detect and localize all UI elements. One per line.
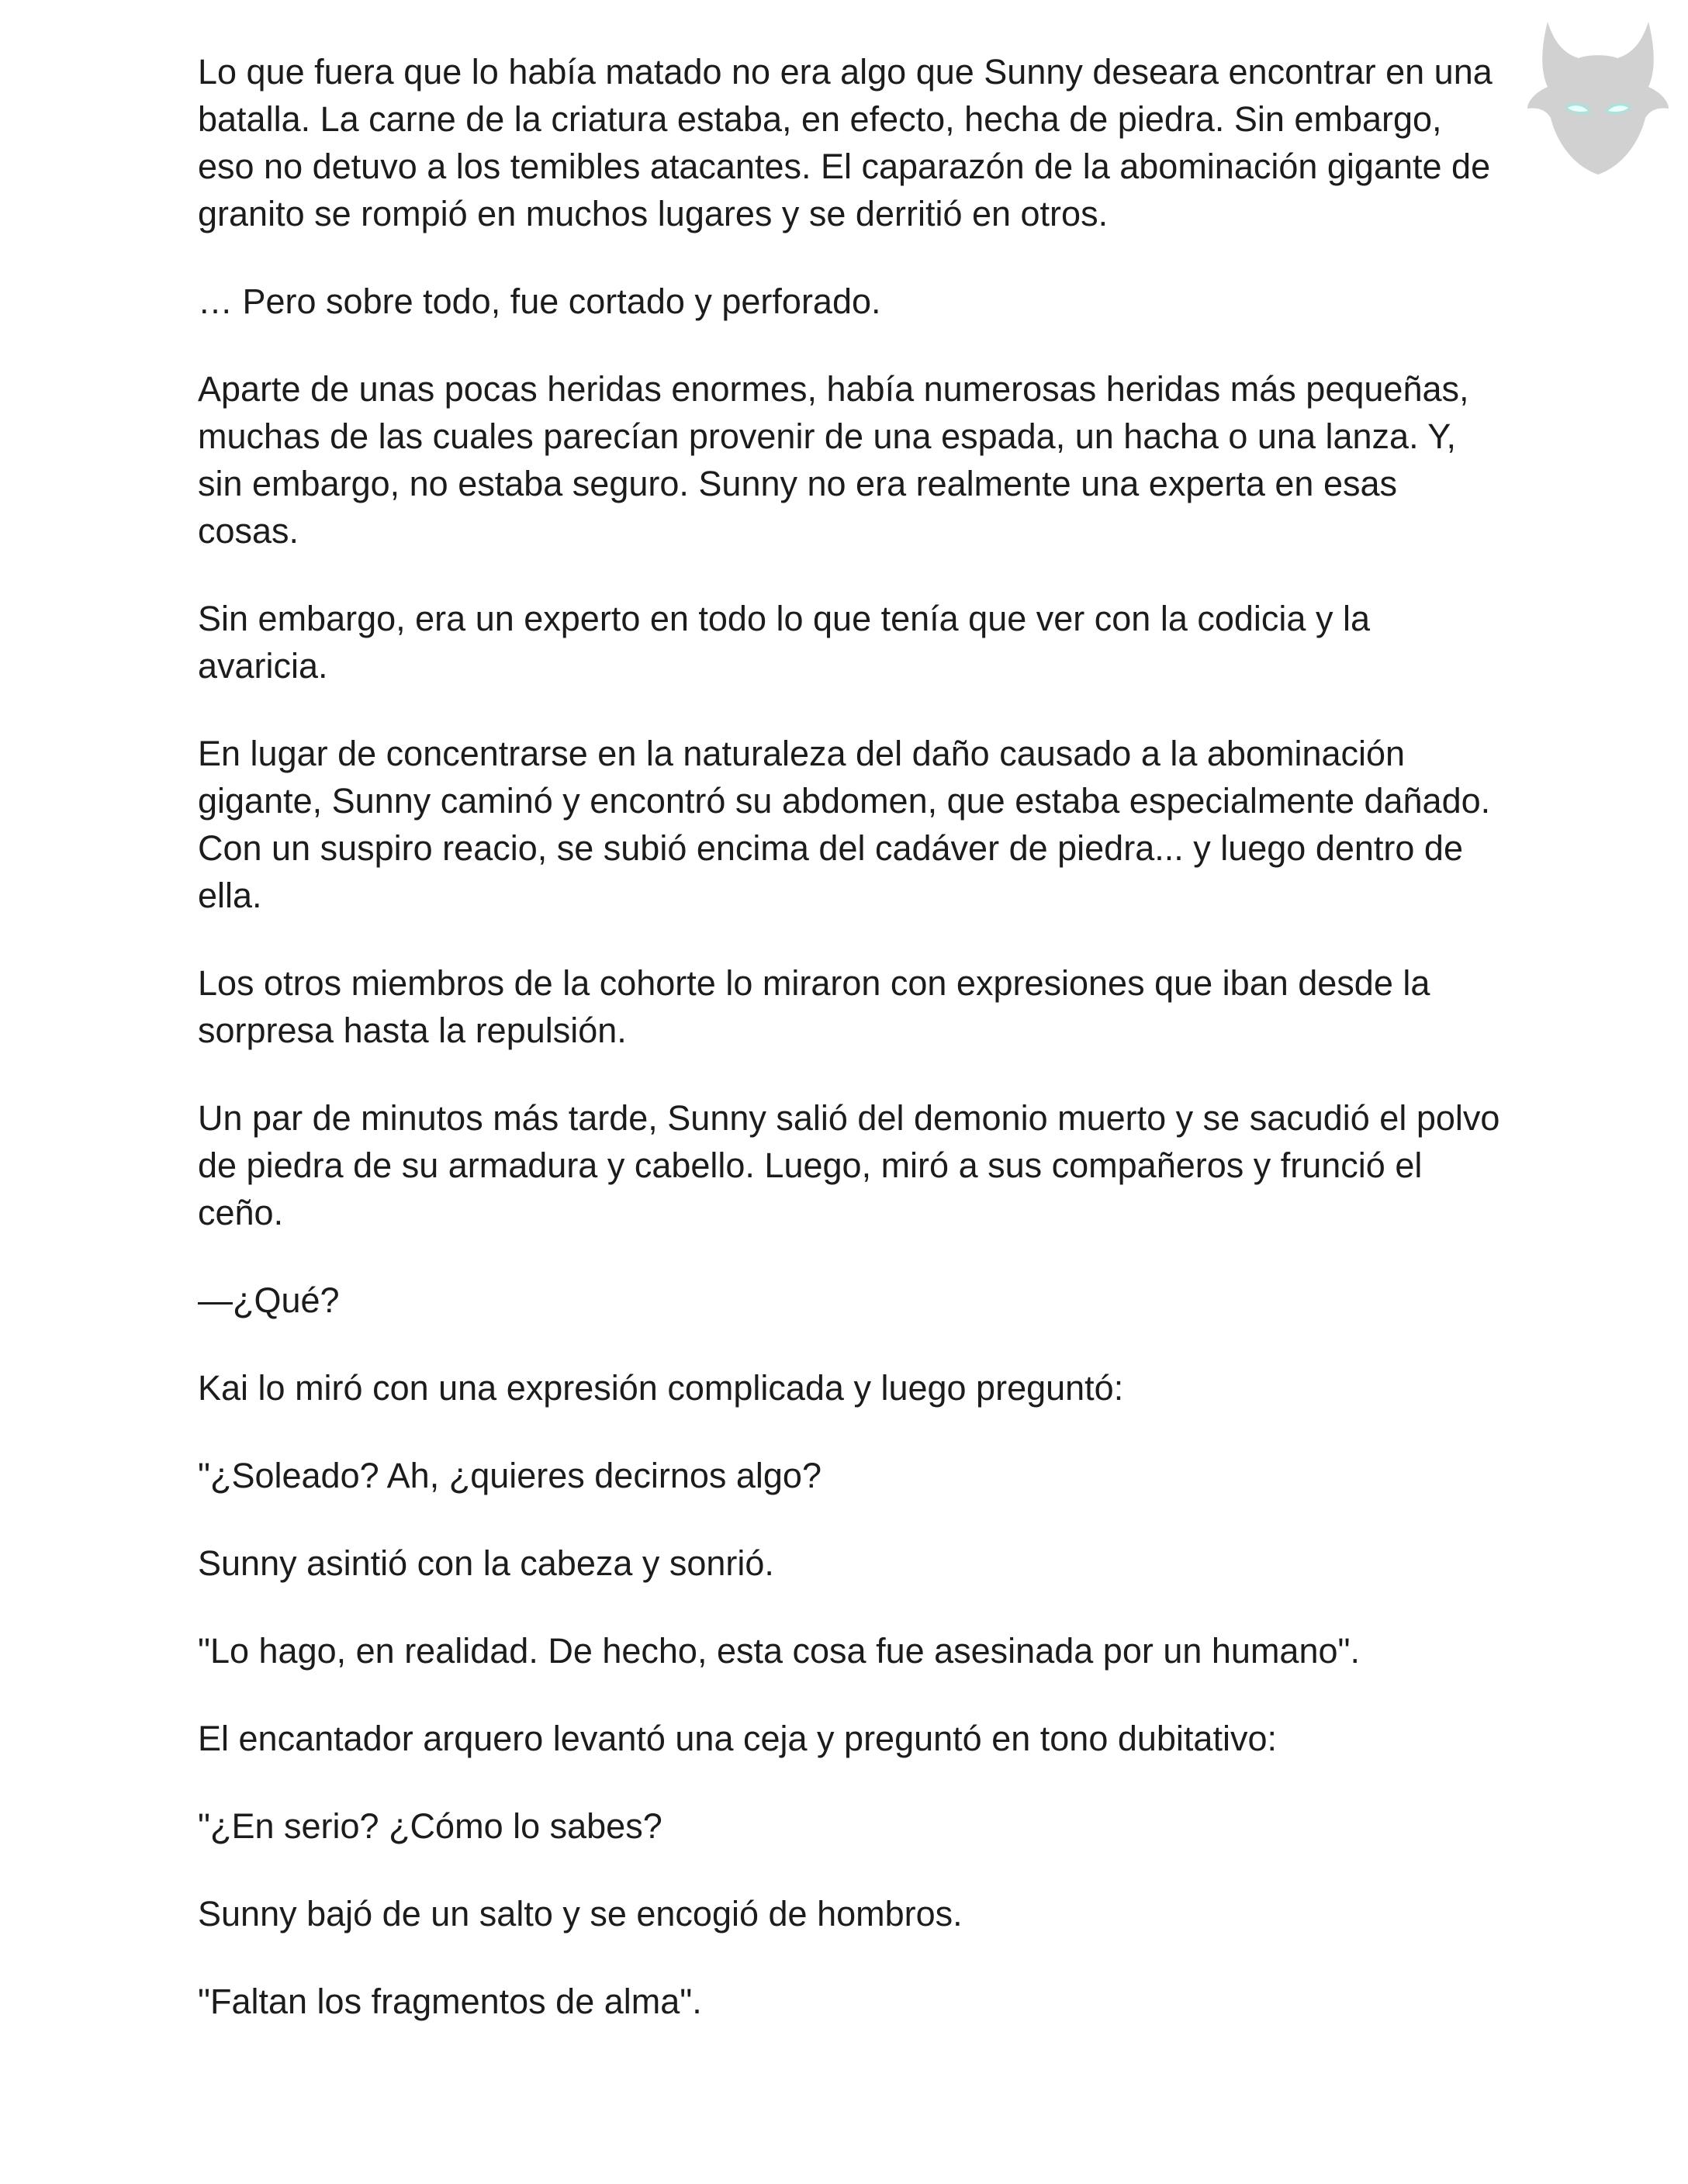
- paragraph: Lo que fuera que lo había matado no era algo que Sunny deseara encontrar en una batalla. La carne de la criatura estaba, en efecto, hecha de piedra. Sin embargo, eso no detuvo a los temibles atacantes. El caparazón de la abominación gigante de granito se rompió en muchos lugares y se derritió en otros.: [198, 52, 1493, 233]
- paragraph: En lugar de concentrarse en la naturaleza del daño causado a la abominación gigante, Sunny caminó y encontró su abdomen, que estaba especialmente dañado. Con un suspiro reacio, se subió encima del cadáver de piedra... y luego dentro de ella.: [198, 734, 1491, 915]
- paragraph: … Pero sobre todo, fue cortado y perforado.: [198, 282, 881, 321]
- paragraph: Sunny bajó de un salto y se encogió de hombros.: [198, 1894, 963, 1933]
- text-column: [198, 48, 1501, 2065]
- paragraph: "Lo hago, en realidad. De hecho, esta cosa fue asesinada por un humano".: [198, 1631, 1360, 1671]
- paragraph: "¿Soleado? Ah, ¿quieres decirnos algo?: [198, 1456, 822, 1495]
- paragraph: "¿En serio? ¿Cómo lo sabes?: [198, 1806, 662, 1846]
- paragraph: Un par de minutos más tarde, Sunny salió del demonio muerto y se sacudió el polvo de piedra de su armadura y cabello. Luego, miró a sus compañeros y frunció el ceño.: [198, 1098, 1500, 1232]
- paragraph: "Faltan los fragmentos de alma".: [198, 1982, 702, 2021]
- paragraph: Sunny asintió con la cabeza y sonrió.: [198, 1543, 774, 1583]
- paragraph: Los otros miembros de la cohorte lo miraron con expresiones que iban desde la sorpresa hasta la repulsión.: [198, 963, 1430, 1050]
- paragraph: El encantador arquero levantó una ceja y preguntó en tono dubitativo:: [198, 1719, 1277, 1758]
- paragraph: Kai lo miró con una expresión complicada y luego preguntó:: [198, 1368, 1124, 1408]
- paragraph: Sin embargo, era un experto en todo lo que tenía que ver con la codicia y la avaricia.: [198, 599, 1370, 686]
- demon-head-icon: [1524, 16, 1672, 186]
- paragraph: —¿Qué?: [198, 1280, 340, 1320]
- paragraph: Aparte de unas pocas heridas enormes, había numerosas heridas más pequeñas, muchas de las cuales parecían provenir de una espada, un hacha o una lanza. Y, sin embargo, no estaba seguro. Sunny no era realmente una experta en esas cosas.: [198, 369, 1469, 551]
